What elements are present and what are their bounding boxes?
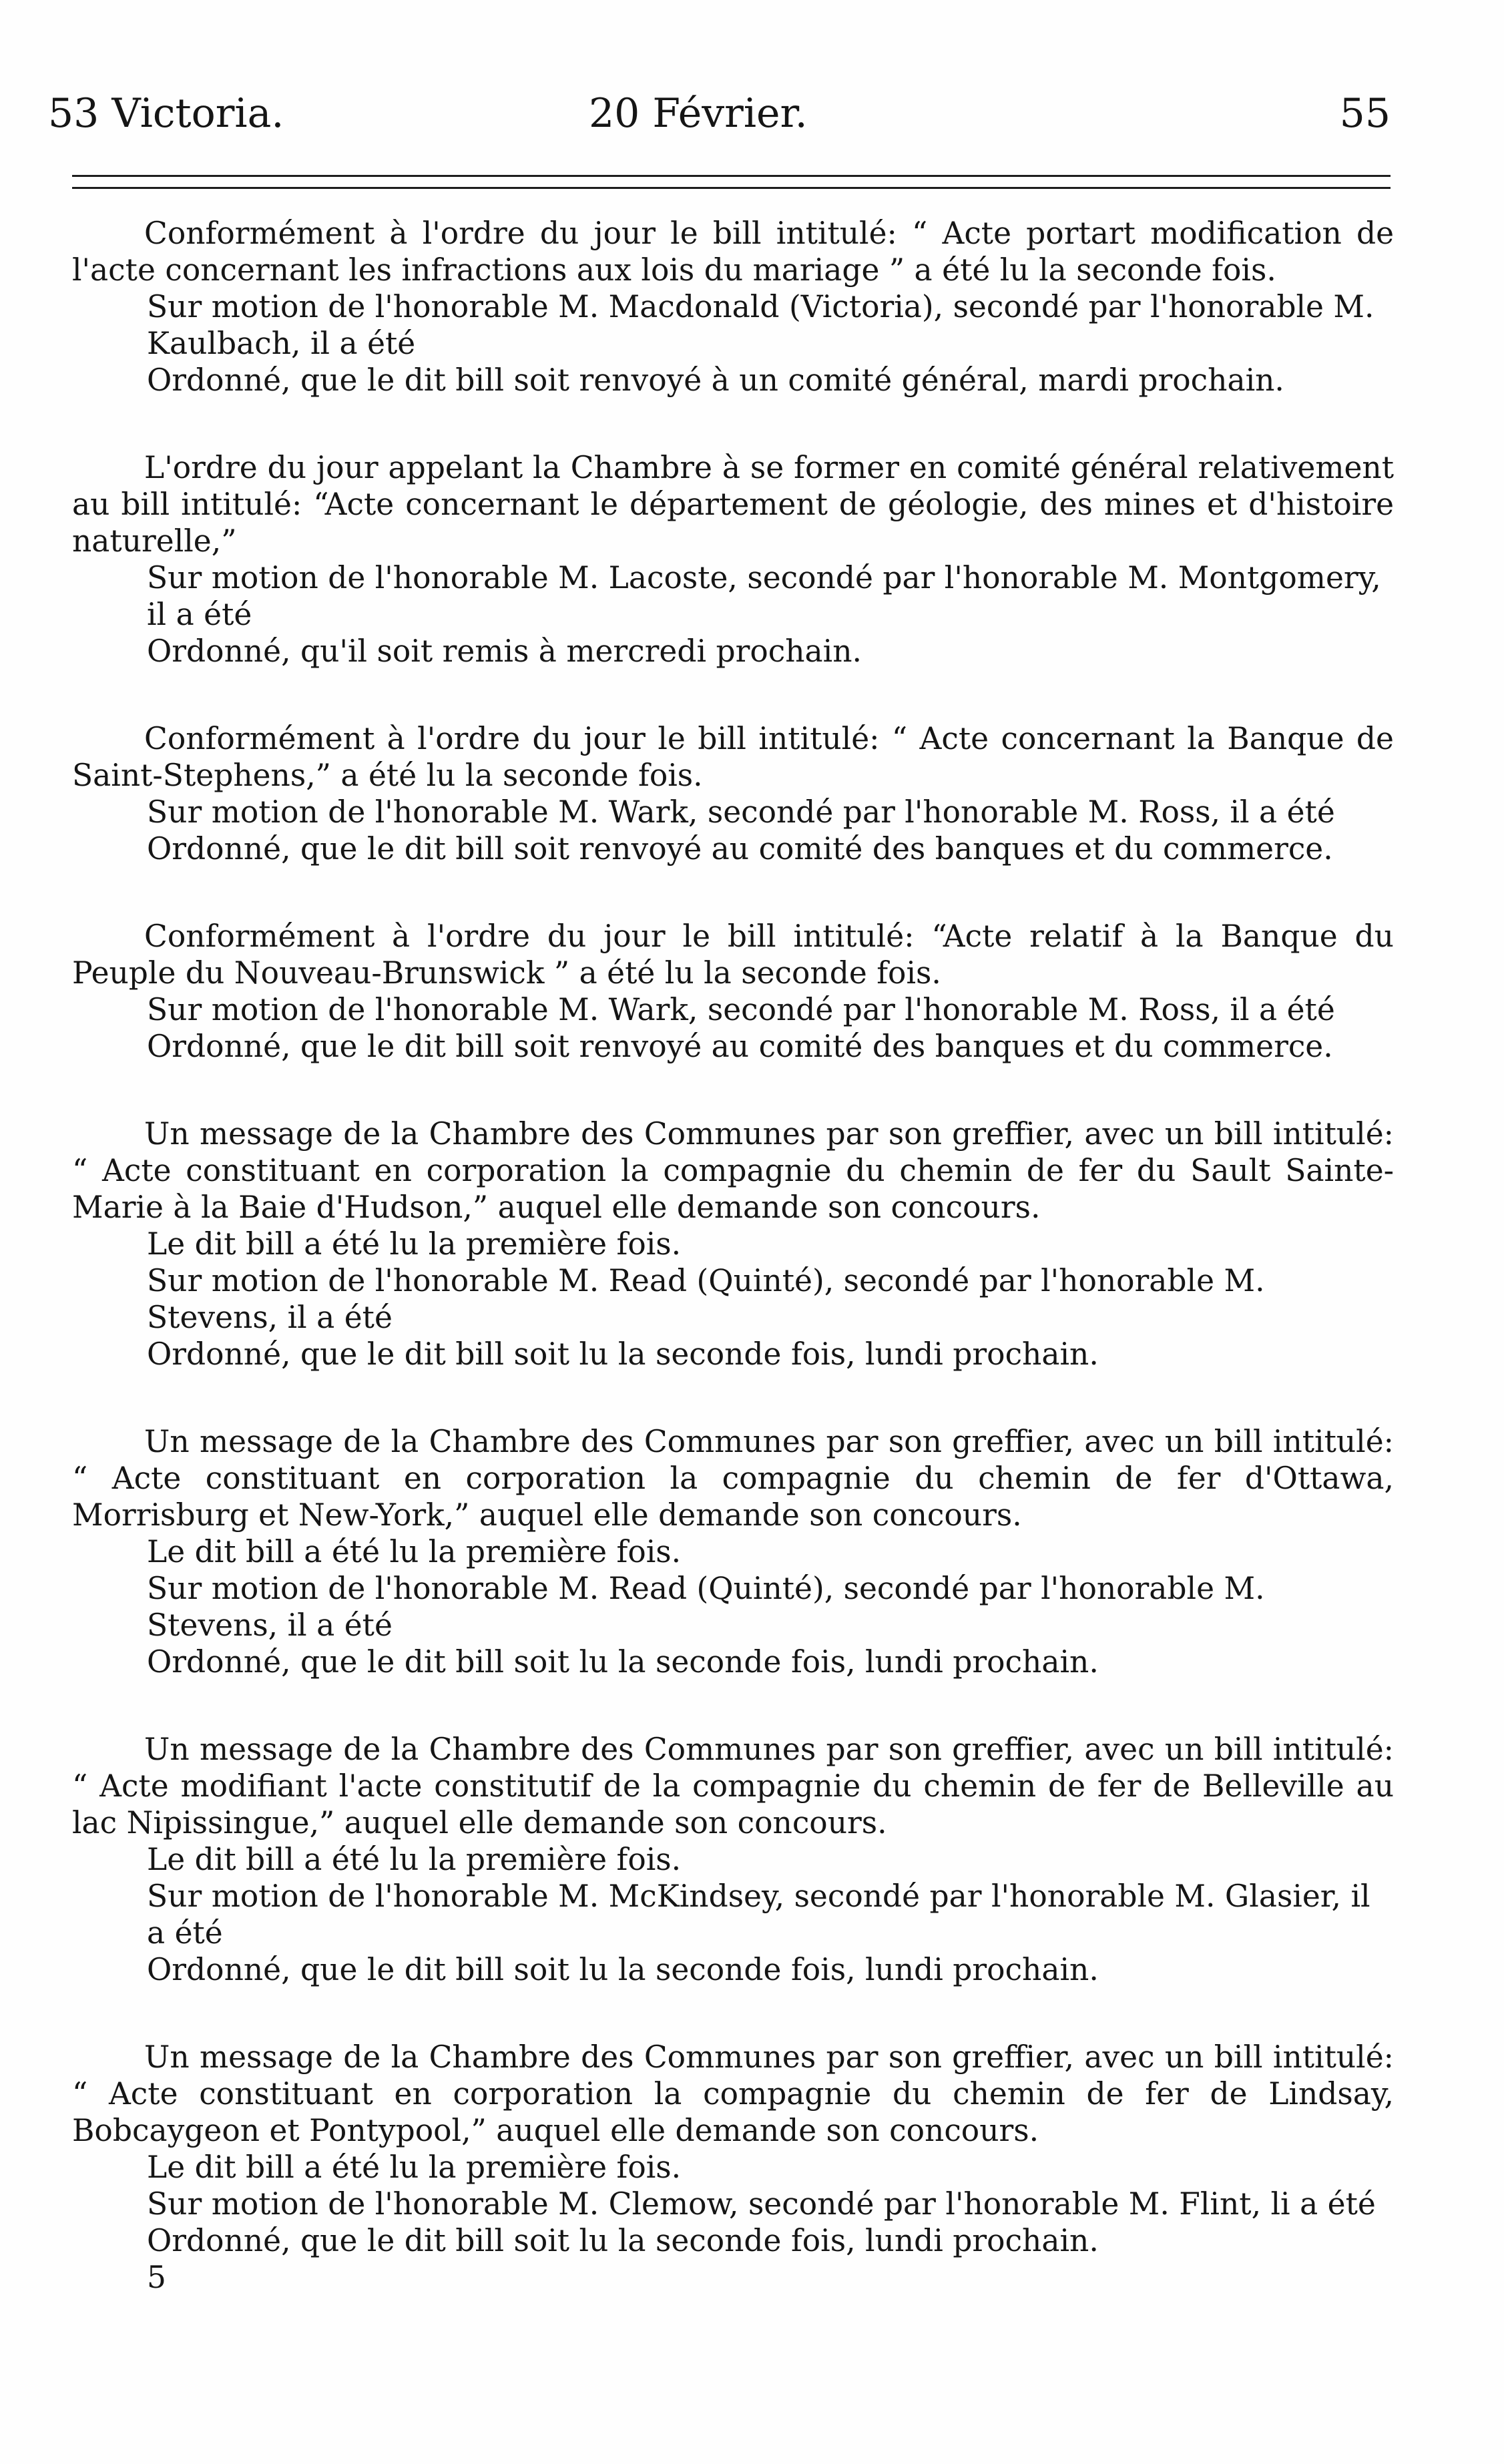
entry-paragraph bbox=[72, 449, 1394, 670]
entry-motion: Sur motion de l'honorable M. Read (Quinté), secondé par l'honorable M. Stevens, il a été bbox=[147, 1571, 1265, 1643]
entry-order: Ordonné, que le dit bill soit lu la seconde fois, lundi prochain. bbox=[147, 1644, 1099, 1680]
entry-text: Un message de la Chambre des Communes par son greffier, avec un bill intitulé: “ Acte modifiant l'acte constitutif de la compagnie du chemin de fer de Belleville au lac Nipissingue,” auquel elle demande son concours. bbox=[72, 1732, 1394, 1840]
entry-paragraph bbox=[72, 918, 1394, 1065]
entry-paragraph bbox=[72, 1423, 1394, 1680]
entry-motion: Sur motion de l'honorable M. Wark, secondé par l'honorable M. Ross, il a été bbox=[147, 992, 1335, 1027]
entry-paragraph bbox=[72, 2039, 1394, 2296]
entry-order: Ordonné, que le dit bill soit lu la seconde fois, lundi prochain. bbox=[147, 1336, 1099, 1372]
entry-text: Conformément à l'ordre du jour le bill intitulé: “ Acte portart modification de l'acte concernant les infractions aux lois du mariage ” a été lu la seconde fois. bbox=[72, 216, 1394, 288]
entry-motion: Sur motion de l'honorable M. Clemow, secondé par l'honorable M. Flint, li a été bbox=[147, 2186, 1376, 2222]
entry-text: Un message de la Chambre des Communes par son greffier, avec un bill intitulé: “ Acte constituant en corporation la compagnie du chemin de fer de Lindsay, Bobcaygeon et Pontypool,” auquel elle demande son concours. bbox=[72, 2039, 1394, 2148]
entry-order: Ordonné, que le dit bill soit renvoyé à un comité général, mardi prochain. bbox=[147, 362, 1284, 398]
entry-text: L'ordre du jour appelant la Chambre à se former en comité général relativement au bill intitulé: “Acte concernant le département de géologie, des mines et d'histoire naturelle,” bbox=[72, 450, 1394, 559]
entry-reading: Le dit bill a été lu la première fois. bbox=[147, 2150, 682, 2185]
entry-text: Un message de la Chambre des Communes par son greffier, avec un bill intitulé: “ Acte constituant en corporation la compagnie du chemin de fer du Sault Sainte-Marie à la Baie d'Hudson,” auquel elle demande son concours. bbox=[72, 1116, 1394, 1225]
entry-paragraph bbox=[72, 1116, 1394, 1373]
header-session: 53 Victoria. bbox=[48, 90, 284, 137]
entry-text: Conformément à l'ordre du jour le bill intitulé: “Acte relatif à la Banque du Peuple du Nouveau-Brunswick ” a été lu la seconde fois. bbox=[72, 919, 1394, 991]
page-number: 55 bbox=[1339, 90, 1391, 137]
entry-paragraph bbox=[72, 720, 1394, 867]
entry-motion: Sur motion de l'honorable M. McKindsey, secondé par l'honorable M. Glasier, il a été bbox=[147, 1879, 1370, 1951]
entry-text: Conformément à l'ordre du jour le bill intitulé: “ Acte concernant la Banque de Saint-Stephens,” a été lu la seconde fois. bbox=[72, 721, 1394, 793]
journal-body bbox=[72, 215, 1394, 2296]
entry-reading: Le dit bill a été lu la première fois. bbox=[147, 1842, 682, 1877]
entry-motion: Sur motion de l'honorable M. Wark, secondé par l'honorable M. Ross, il a été bbox=[147, 794, 1335, 830]
entry-motion: Sur motion de l'honorable M. Lacoste, secondé par l'honorable M. Montgomery, il a été bbox=[147, 560, 1381, 632]
header-date: 20 Février. bbox=[589, 90, 808, 137]
entry-motion: Sur motion de l'honorable M. Read (Quinté), secondé par l'honorable M. Stevens, il a été bbox=[147, 1263, 1265, 1335]
signature-number: 5 bbox=[147, 2260, 166, 2295]
entry-motion: Sur motion de l'honorable M. Macdonald (Victoria), secondé par l'honorable M. Kaulbach, il a été bbox=[147, 289, 1374, 361]
entry-order: Ordonné, que le dit bill soit lu la seconde fois, lundi prochain. bbox=[147, 1952, 1099, 1987]
entry-order: Ordonné, que le dit bill soit lu la seconde fois, lundi prochain. bbox=[147, 2223, 1099, 2258]
entry-order: Ordonné, que le dit bill soit renvoyé au comité des banques et du commerce. bbox=[147, 1029, 1333, 1064]
entry-order: Ordonné, que le dit bill soit renvoyé au comité des banques et du commerce. bbox=[147, 831, 1333, 867]
entry-paragraph bbox=[72, 215, 1394, 399]
header-rule-top bbox=[72, 175, 1391, 177]
entry-order: Ordonné, qu'il soit remis à mercredi prochain. bbox=[147, 634, 862, 669]
entry-reading: Le dit bill a été lu la première fois. bbox=[147, 1534, 682, 1569]
entry-text: Un message de la Chambre des Communes par son greffier, avec un bill intitulé: “ Acte constituant en corporation la compagnie du chemin de fer d'Ottawa, Morrisburg et New-York,” auquel elle demande son concours. bbox=[72, 1424, 1394, 1533]
entry-reading: Le dit bill a été lu la première fois. bbox=[147, 1226, 682, 1262]
header-rule-bottom bbox=[72, 187, 1391, 189]
entry-paragraph bbox=[72, 1731, 1394, 1988]
running-header bbox=[48, 90, 1391, 144]
